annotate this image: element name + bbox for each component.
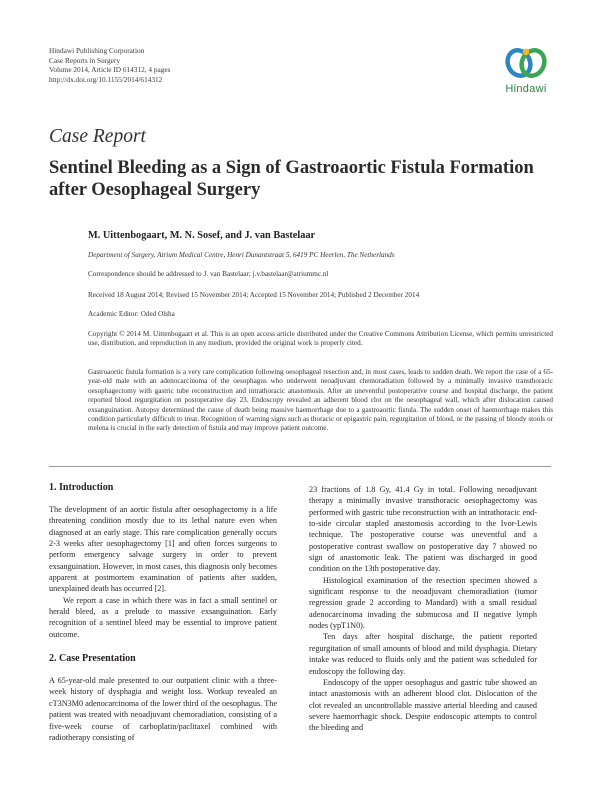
case-paragraph: Endoscopy of the upper oesophagus and gastric tube showed an intact anastomosis with an adherent blood clot. Dislocation of the clot revealed an uncontrollable massive arterial bleeding and caused severe haemorrhagic shock. Despite endoscopic attempts to control the bleeding and [309, 677, 537, 733]
article-title: Sentinel Bleeding as a Sign of Gastroaortic Fistula Formation after Oesophageal Surgery [49, 158, 534, 200]
correspondence: Correspondence should be addressed to J. van Bastelaar; j.v.bastelaar@atriummc.nl [88, 270, 329, 278]
introduction-heading: 1. Introduction [49, 482, 114, 493]
copyright-notice: Copyright © 2014 M. Uittenbogaart et al. This is an open access article distributed under the Creative Commons Attribution License, which permits unrestricted use, distribution, and reproduction in any medium, provided the original work is properly cited. [88, 330, 553, 348]
doi-link[interactable]: http://dx.doi.org/10.1155/2014/614312 [49, 74, 163, 84]
right-column [309, 484, 537, 734]
journal-info [49, 46, 170, 84]
introduction-paragraph: The development of an aortic fistula after oesophagectomy is a life threatening condition mostly due to its lethal nature even when diagnosed at an early stage. This rare complication generally occurs 2-3 weeks after oesophagectomy [1] and often forces surgeons to perform emergency salvage surgery in order to prevent exsanguination. However, in most cases, this diagnosis only becomes apparent at postmortem examination of patients after sudden, unexplained death has occurred [2]. [49, 505, 277, 594]
publication-dates: Received 18 August 2014; Revised 15 November 2014; Accepted 15 November 2014; Published 2 December 2014 [88, 291, 420, 299]
case-paragraph: A 65-year-old male presented to our outpatient clinic with a three-week history of dysphagia and weight loss. Workup revealed an cT3N3M0 adenocarcinoma of the lower third of the oesophagus. The patient was treated with neoadjuvant chemoradiation, consisting of a five-week course of carboplatin/paclitaxel combined with radiotherapy consisting of [49, 676, 277, 742]
divider [49, 466, 551, 467]
affiliation: Department of Surgery, Atrium Medical Centre, Henri Dunantstraat 5, 6419 PC Heerlen, The Netherlands [88, 251, 395, 259]
article-type: Case Report [49, 126, 146, 147]
case-presentation-heading: 2. Case Presentation [49, 653, 136, 665]
authors: M. Uittenbogaart, M. N. Sosef, and J. van Bastelaar [88, 230, 316, 241]
introduction-paragraph: We report a case in which there was in fact a small sentinel or herald bleed, as a prelude to massive exsanguination. Early recognition of a sentinel bleed may be essential to improve patient outcome. [49, 595, 277, 639]
logo-text: Hindawi [505, 83, 547, 95]
case-paragraph: 23 fractions of 1.8 Gy, 41.4 Gy in total. Following neoadjuvant therapy a minimally invasive transthoracic oesophagectomy was performed with gastric tube reconstruction with an intrathoracic end-to-side circular stapled anastomosis according to the Ivor-Lewis technique. The postoperative course was uneventful and a postoperative contrast swallow on postoperative day 7 showed no sign of anastomotic leak. The patient was discharged in good condition on the 13th postoperative day. [309, 485, 537, 574]
volume-info: Volume 2014, Article ID 614312, 4 pages [49, 65, 171, 75]
case-paragraph: Ten days after hospital discharge, the patient reported regurgitation of small amounts of blood and mild dysphagia. Dietary intake was reduced to fluids only and the patient was scheduled for endoscopy the following day. [309, 632, 537, 676]
academic-editor: Academic Editor: Oded Olsha [88, 310, 175, 318]
journal-name: Case Reports in Surgery [49, 55, 121, 65]
case-paragraph: Histological examination of the resection specimen showed a significant response to the neoadjuvant chemoradiation (tumor regression grade 2 according to Mandard) with a small residual adenocarcinoma invading the submucosa and II negative lymph nodes (ypT1N0). [309, 575, 537, 631]
publisher-name: Hindawi Publishing Corporation [49, 46, 145, 55]
abstract: Gastroaortic fistula formation is a very rare complication following oesophageal resection and, in most cases, leads to sudden death. We report the case of a 65-year-old male with an adenocarcinoma of the oesophagus who underwent neoadjuvant chemoradiation followed by a minimally invasive transthoracic oesophagectomy with gastric tube reconstruction and intrathoracic anastomosis. After an uneventful postoperative course and hospital discharge, the patient reported blood regurgitation on postoperative day 23. Endoscopy revealed an adherent blood clot on the oesophageal wall, which after dislocation caused exsanguination. Autopsy determined the cause of death being massive haemorrhage due to a gastroaortic fistula. The sudden onset of haemorrhage makes this condition particularly difficult to treat. Recognition of warning signs such as thoracic or epigastric pain, regurgitation of blood, or the passing of bloody stools or melena is crucial in the early detection of fistula and may improve patient outcome. [88, 368, 553, 433]
left-column [49, 482, 277, 743]
hindawi-logo-icon [504, 44, 548, 82]
hindawi-logo [496, 44, 556, 95]
